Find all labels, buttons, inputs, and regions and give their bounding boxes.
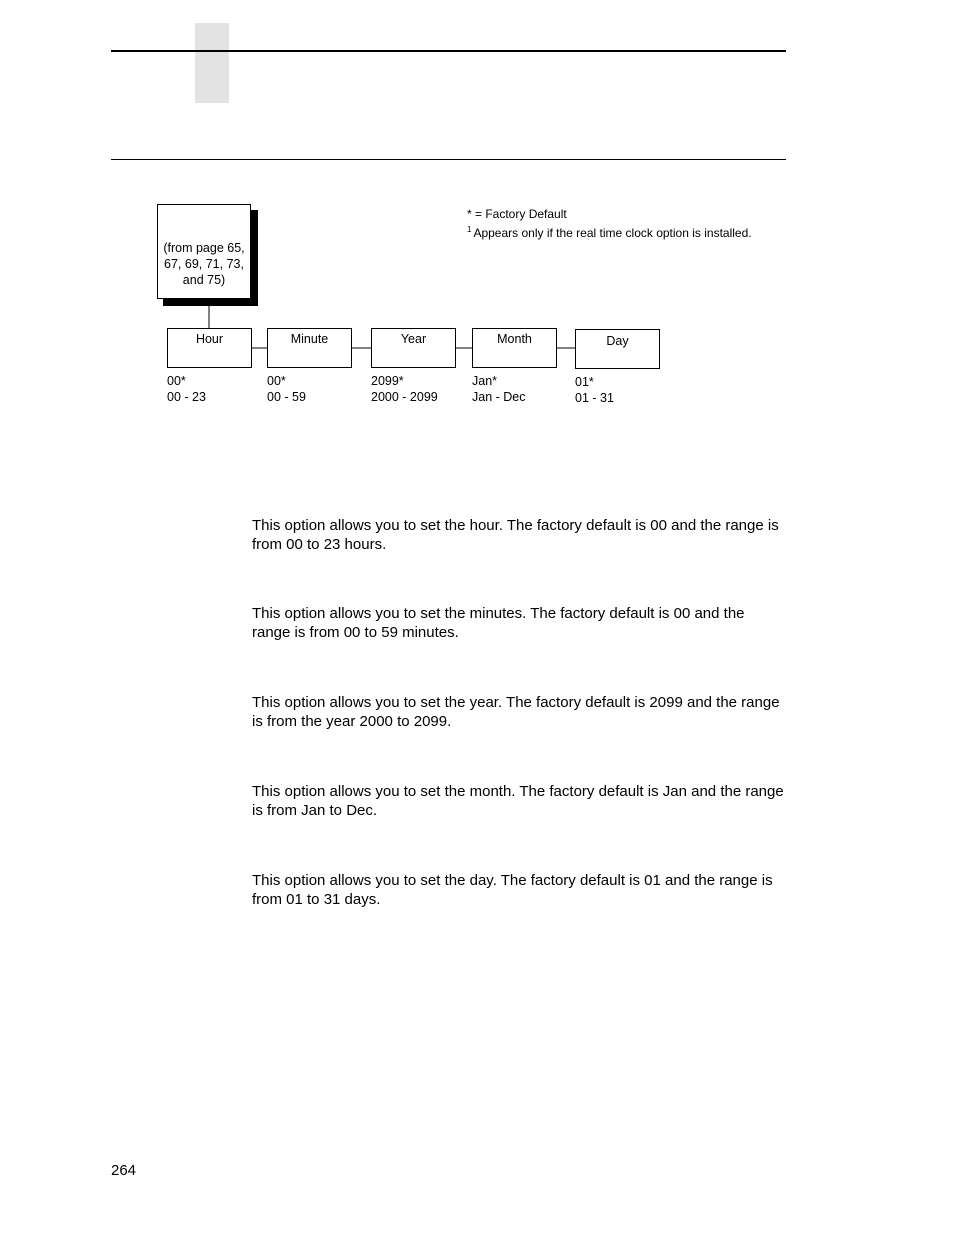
- month-values: [472, 373, 526, 405]
- page-number: 264: [111, 1162, 137, 1179]
- minute-description: This option allows you to set the minutes. The factory default is 00 and the range is from 00 to 59 minutes.: [252, 605, 745, 641]
- year-description: This option allows you to set the year. The factory default is 2099 and the range is from the year 2000 to 2099.: [252, 694, 780, 730]
- parent-menu-box: [157, 204, 251, 299]
- hour-description: This option allows you to set the hour. The factory default is 00 and the range is from 00 to 23 hours.: [252, 517, 779, 553]
- month-menu-box: [472, 328, 557, 368]
- day-description: This option allows you to set the day. The factory default is 01 and the range is from 01 to 31 days.: [252, 872, 773, 908]
- minute-range: 00 - 59: [267, 390, 306, 404]
- hour-values: [167, 373, 206, 405]
- minute-menu-box: [267, 328, 352, 368]
- minute-values: [267, 373, 306, 405]
- month-default: Jan*: [472, 374, 498, 388]
- footnote-marker: 1: [467, 225, 472, 234]
- year-values: [371, 373, 438, 405]
- diagram-legend: [467, 206, 752, 241]
- footnote: [467, 222, 752, 241]
- minute-label: Minute: [290, 332, 329, 346]
- day-range: 01 - 31: [575, 391, 614, 405]
- day-menu-box: [575, 329, 660, 369]
- month-range: Jan - Dec: [472, 390, 526, 404]
- month-label: Month: [497, 332, 532, 346]
- hour-menu-box: [167, 328, 252, 368]
- minute-default: 00*: [267, 374, 286, 388]
- hour-default: 00*: [167, 374, 186, 388]
- day-label: Day: [606, 334, 629, 348]
- year-menu-box: [371, 328, 456, 368]
- hour-label: Hour: [195, 332, 224, 346]
- year-label: Year: [400, 332, 427, 346]
- hour-range: 00 - 23: [167, 390, 206, 404]
- year-default: 2099*: [371, 374, 404, 388]
- year-range: 2000 - 2099: [371, 390, 438, 404]
- parent-box-text: (from page 65, 67, 69, 71, 73, and 75): [163, 241, 245, 287]
- factory-default-note: * = Factory Default: [467, 207, 567, 221]
- day-default: 01*: [575, 375, 594, 389]
- footnote-text: Appears only if the real time clock option is installed.: [473, 226, 752, 240]
- month-description: This option allows you to set the month. The factory default is Jan and the range is from Jan to Dec.: [252, 783, 784, 819]
- day-values: [575, 374, 614, 406]
